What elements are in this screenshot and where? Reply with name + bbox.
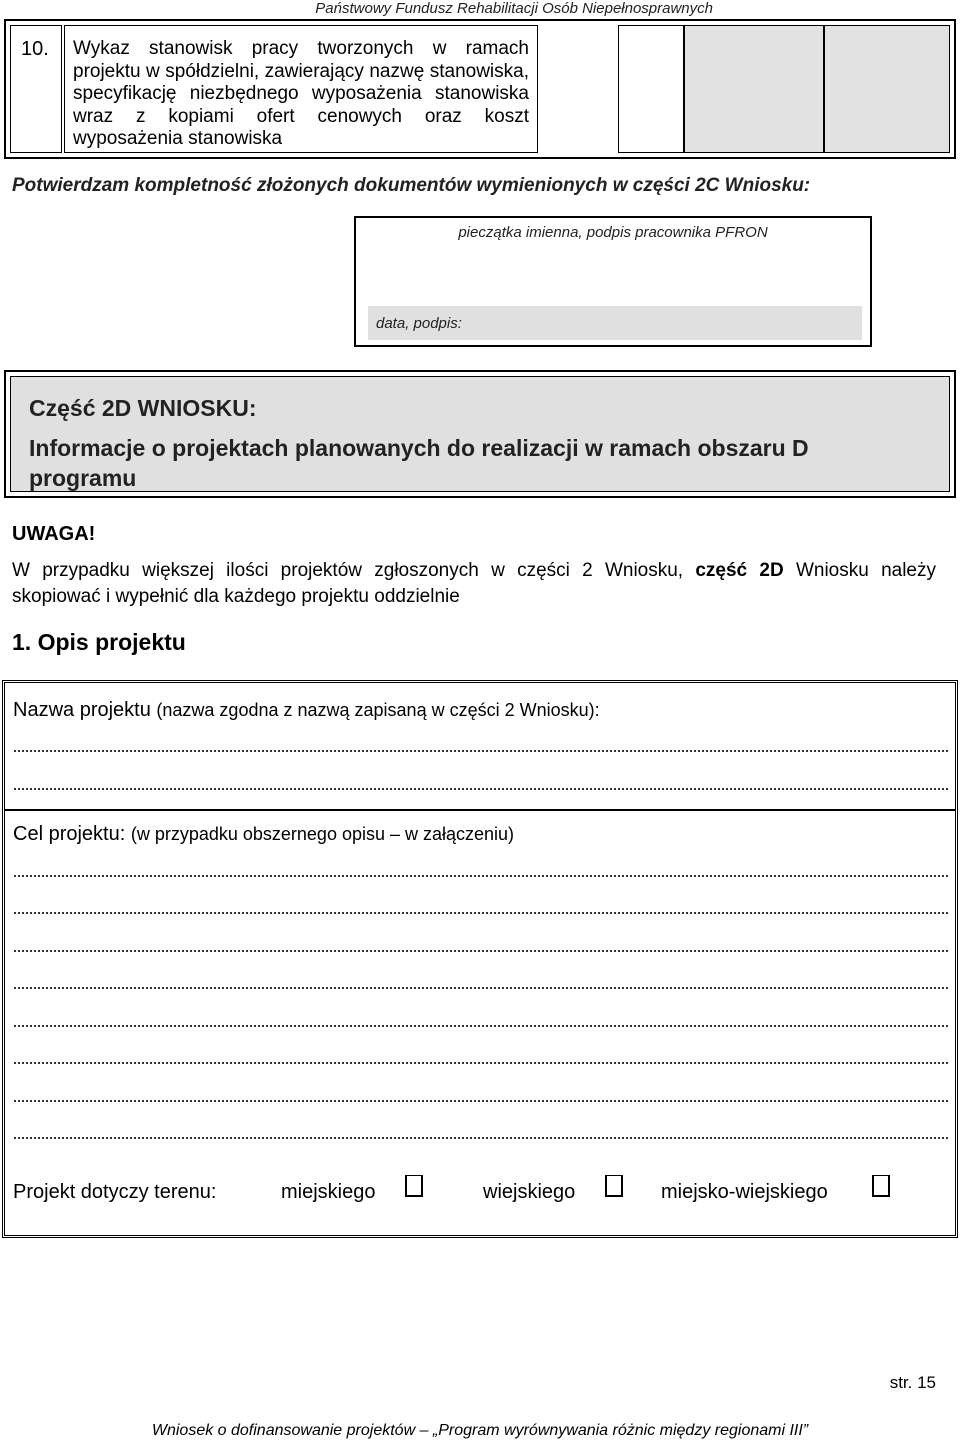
notice-text-before: W przypadku większej ilości projektów zgłoszonych w części 2 Wniosku, xyxy=(12,560,696,581)
project-name-line-2[interactable] xyxy=(13,788,949,790)
notice-heading: UWAGA! xyxy=(12,523,96,545)
stamp-box[interactable] xyxy=(354,216,872,347)
option-rural-label: wiejskiego xyxy=(483,1181,576,1203)
project-goal-label-text: Cel projektu: xyxy=(13,823,126,845)
section-title: 1. Opis projektu xyxy=(12,629,186,655)
option-urban-rural-label: miejsko-wiejskiego xyxy=(661,1181,828,1203)
project-goal-line-2[interactable] xyxy=(13,912,949,914)
row-number-cell xyxy=(10,25,62,153)
part-title: Część 2D WNIOSKU: xyxy=(29,395,257,421)
document-header: Państwowy Fundusz Rehabilitacji Osób Niepełnosprawnych xyxy=(315,0,713,17)
date-signature-field[interactable] xyxy=(368,306,862,340)
row-checkbox-cell[interactable] xyxy=(618,25,684,153)
page-number: str. 15 xyxy=(889,1373,936,1392)
project-name-label-text: Nazwa projektu xyxy=(13,699,151,721)
project-goal-line-3[interactable] xyxy=(13,950,949,952)
form-divider xyxy=(5,809,955,811)
row-number: 10. xyxy=(21,38,49,60)
document-footer: Wniosek o dofinansowanie projektów – „Program wyrównywania różnic między regionami III” xyxy=(151,1422,809,1439)
project-goal-label xyxy=(13,823,514,846)
date-signature-label: data, podpis: xyxy=(376,315,462,332)
stamp-label: pieczątka imienna, podpis pracownika PFRON xyxy=(458,224,768,241)
project-description-form xyxy=(2,680,958,1238)
notice-text-bold: część 2D xyxy=(695,560,784,581)
notice-text xyxy=(12,558,936,610)
row-description: Wykaz stanowisk pracy tworzonych w ramach projektu w spółdzielni, zawierający nazwę stanowiska, specyfikację niezbędnego wyposażenia stanowiska wraz z kopiami ofert cenowych oraz koszt wyposażenia stanowiska xyxy=(73,38,529,149)
terrain-row xyxy=(13,1181,953,1211)
project-goal-hint: (w przypadku obszernego opisu – w załączeniu) xyxy=(130,824,515,844)
project-name-label xyxy=(13,699,600,722)
option-urban-label: miejskiego xyxy=(281,1181,376,1203)
terrain-label: Projekt dotyczy terenu: xyxy=(13,1181,217,1203)
option-urban-rural-checkbox[interactable] xyxy=(872,1175,890,1197)
row-shaded-cell-1 xyxy=(684,25,824,153)
project-name-line-1[interactable] xyxy=(13,750,949,752)
part-subtitle: Informacje o projektach planowanych do realizacji w ramach obszaru D programu xyxy=(29,435,809,491)
part-banner-inner xyxy=(10,376,950,492)
confirmation-text: Potwierdzam kompletność złożonych dokumentów wymienionych w części 2C Wniosku: xyxy=(12,175,811,196)
project-goal-line-7[interactable] xyxy=(13,1100,949,1102)
project-goal-line-8[interactable] xyxy=(13,1137,949,1139)
notice-text-after: Wniosku należy skopiować i wypełnić dla każdego projektu oddzielnie xyxy=(12,560,936,607)
row-shaded-cell-2 xyxy=(824,25,950,153)
project-name-hint: (nazwa zgodna z nazwą zapisaną w części 2 Wniosku): xyxy=(156,700,600,720)
project-goal-line-4[interactable] xyxy=(13,987,949,989)
option-rural-checkbox[interactable] xyxy=(605,1175,623,1197)
row-description-cell xyxy=(64,25,538,153)
part-2d-banner xyxy=(4,370,956,498)
project-goal-line-1[interactable] xyxy=(13,875,949,877)
documents-table-row xyxy=(4,19,956,159)
project-goal-line-6[interactable] xyxy=(13,1062,949,1064)
project-goal-line-5[interactable] xyxy=(13,1025,949,1027)
option-urban-checkbox[interactable] xyxy=(405,1175,423,1197)
